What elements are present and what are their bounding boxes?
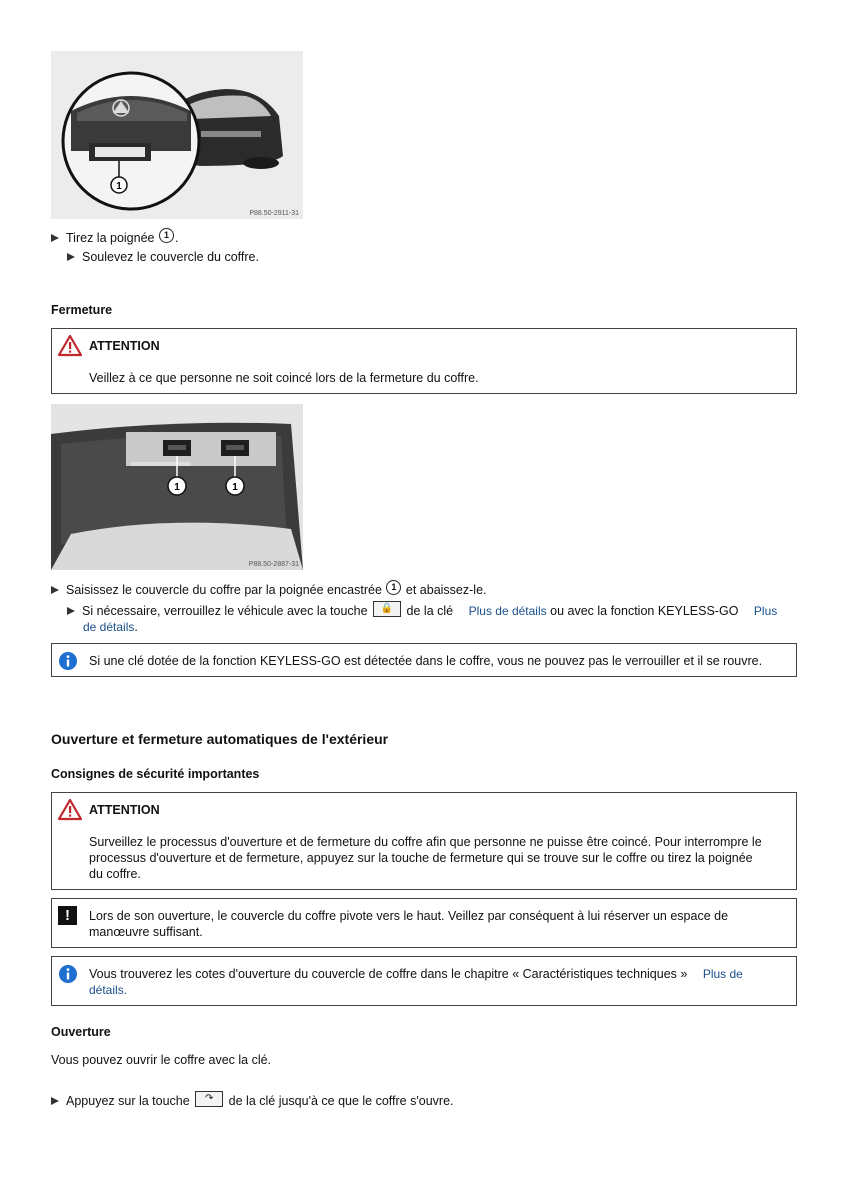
triangle-bullet-icon	[51, 586, 59, 594]
attention-line-2: processus d'ouverture et de fermeture, appuyez sur la touche de fermeture qui se trouve sur le coffre ou tirez la poignée	[89, 851, 753, 865]
attention-line-3: du coffre.	[89, 867, 141, 881]
figure2-callout-left: 1	[174, 482, 180, 493]
callout-number-icon: 1	[159, 228, 174, 243]
notice-box-clearance	[51, 898, 797, 948]
step-pull-handle	[51, 230, 178, 246]
figure-code: P88.50-2887-31	[248, 561, 299, 568]
triangle-bullet-icon	[67, 607, 75, 615]
lock-key-icon: 🔒	[373, 601, 401, 617]
figure2-callout-right: 1	[232, 482, 238, 493]
section-heading-ouverture: Ouverture	[51, 1025, 111, 1039]
exclamation-icon: !	[58, 906, 77, 925]
triangle-bullet-icon	[51, 1097, 59, 1105]
step-text: Si nécessaire, verrouillez le véhicule avec la touche	[82, 604, 368, 618]
attention-title: ATTENTION	[89, 803, 160, 817]
figure-trunk-recessed-handle	[51, 404, 303, 570]
attention-text: Veillez à ce que personne ne soit coincé lors de la fermeture du coffre.	[89, 371, 479, 385]
info-line-2	[89, 982, 782, 998]
paragraph-open-with-key: Vous pouvez ouvrir le coffre avec la clé.	[51, 1053, 272, 1067]
figure1-callout: 1	[116, 181, 122, 192]
details-link-part1[interactable]: Plus	[753, 604, 778, 618]
step-text: Saisissez le couvercle du coffre par la poignée encastrée	[66, 583, 382, 597]
details-link-part2[interactable]: détails.	[89, 983, 128, 997]
figure-trunk-handle	[51, 51, 303, 219]
attention-title: ATTENTION	[89, 339, 160, 353]
details-link-part1[interactable]: Plus de	[702, 967, 743, 981]
info-text: Si une clé dotée de la fonction KEYLESS-GO est détectée dans le coffre, vous ne pouvez pas le verrouiller et il se rouvre.	[89, 654, 763, 668]
section-heading-fermeture: Fermeture	[51, 303, 113, 317]
details-link-part2[interactable]: de détails	[83, 620, 135, 634]
notice-line-2: manœuvre suffisant.	[89, 925, 203, 939]
period: .	[134, 620, 138, 634]
trunk-handle-illustration	[51, 51, 303, 219]
step-lock-vehicle-cont	[83, 619, 138, 635]
step-text-after: de la clé jusqu'à ce que le coffre s'ouvre.	[228, 1094, 454, 1108]
info-box-dimensions	[51, 956, 797, 1006]
step-lock-vehicle	[67, 603, 777, 620]
warning-triangle-icon	[57, 798, 83, 821]
info-text: Vous trouverez les cotes d'ouverture du couvercle de coffre dans le chapitre « Caractéristiques techniques »	[89, 967, 688, 981]
step-press-key	[51, 1093, 454, 1110]
attention-box-auto	[51, 792, 797, 890]
figure-code: P88.50-2911-31	[249, 210, 299, 217]
trunk-key-icon: ↷	[195, 1091, 223, 1107]
recessed-handle-illustration	[51, 404, 303, 570]
info-box-keyless	[51, 643, 797, 677]
step-text: Soulevez le couvercle du coffre.	[82, 250, 259, 264]
step-grab-cover	[51, 582, 487, 598]
warning-triangle-icon	[57, 334, 83, 357]
section-heading-automatic: Ouverture et fermeture automatiques de l'extérieur	[51, 731, 389, 747]
step-text: Appuyez sur la touche	[66, 1094, 190, 1108]
info-line-1	[89, 966, 782, 982]
step-text: Tirez la poignée	[66, 231, 155, 245]
triangle-bullet-icon	[51, 234, 59, 242]
step-text-after: ou avec la fonction KEYLESS-GO	[550, 604, 739, 618]
info-icon	[58, 651, 78, 671]
step-text-end: et abaissez-le.	[405, 583, 487, 597]
step-lift-cover	[67, 249, 259, 265]
step-text-middle: de la clé	[406, 604, 454, 618]
section-heading-safety: Consignes de sécurité importantes	[51, 767, 260, 781]
info-icon	[58, 964, 78, 984]
triangle-bullet-icon	[67, 253, 75, 261]
notice-line-1: Lors de son ouverture, le couvercle du coffre pivote vers le haut. Veillez par conséquent à lui réserver un espace de	[89, 909, 729, 923]
details-link[interactable]: Plus de détails	[468, 604, 547, 618]
attention-box-closing	[51, 328, 797, 394]
callout-number-icon: 1	[386, 580, 401, 595]
step-text-end: .	[174, 231, 179, 245]
attention-line-1: Surveillez le processus d'ouverture et de fermeture du coffre afin que personne ne puisse être coincé. Pour interrompre le	[89, 835, 762, 849]
